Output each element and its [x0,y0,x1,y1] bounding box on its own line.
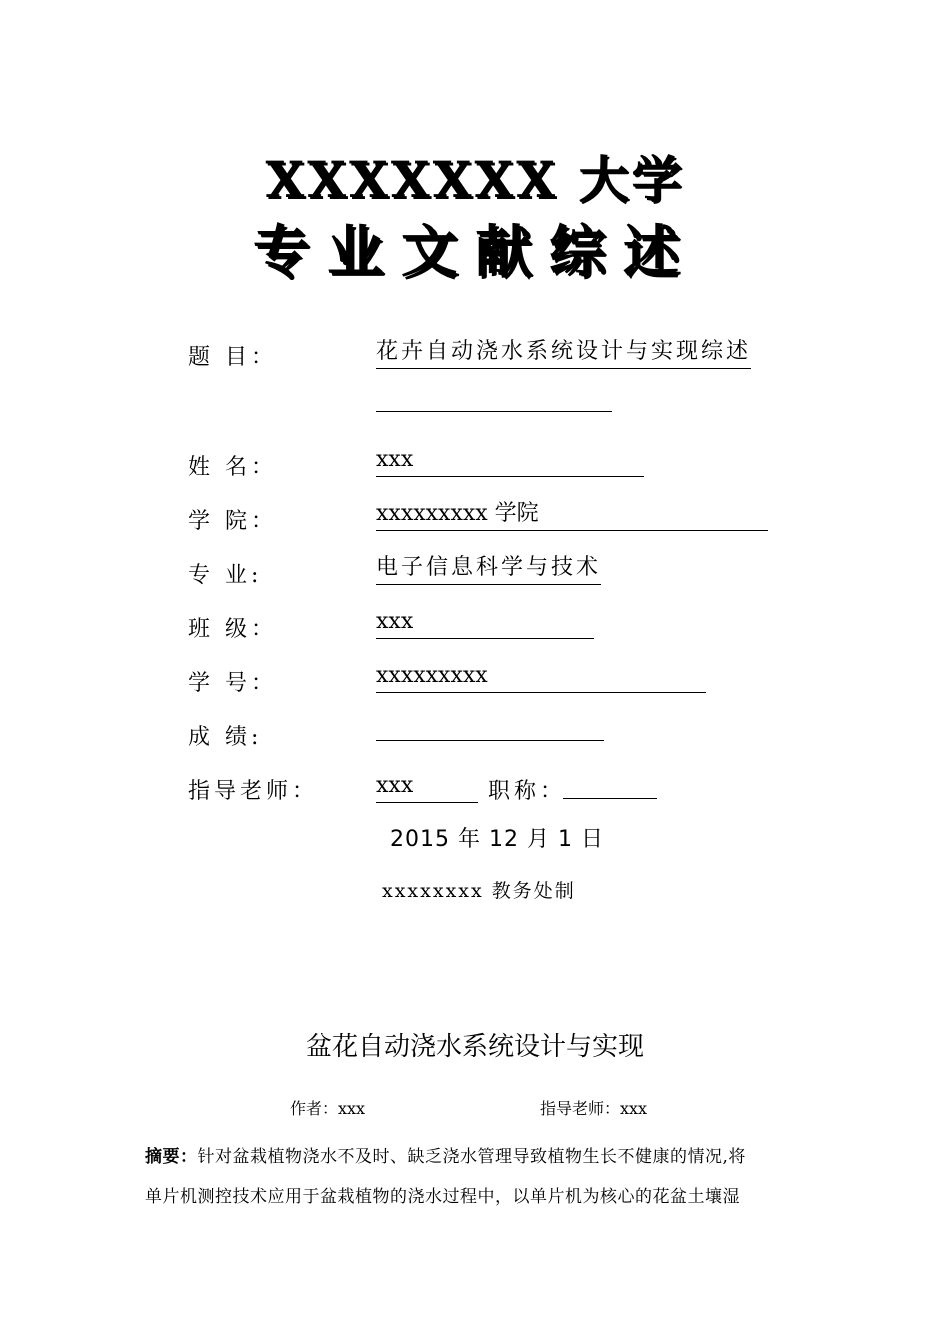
grade-value [376,710,604,741]
review-advisor: 指导老师：xxx [540,1099,648,1118]
class-value: xxx [376,608,594,639]
name-label: 姓 名： [188,455,277,480]
topic-value: 花卉自动浇水系统设计与实现综述 [376,338,751,369]
name-value: xxx [376,446,644,477]
document-title: 专业文献综述 [253,219,697,285]
abstract-label: 摘要： [145,1147,198,1167]
grade-label: 成 绩: [188,725,263,750]
review-author: 作者：xxx [290,1099,366,1118]
class-label: 班 级： [188,617,277,642]
abstract-line-1 [145,1142,810,1167]
student-id-label: 学 号： [188,671,277,696]
advisor-title-label: 职称： [488,779,567,804]
advisor-label: 指导老师： [188,779,319,804]
student-id-value: xxxxxxxxx [376,662,706,693]
advisor-value: xxx [376,772,478,803]
review-title: 盆花自动浇水系统设计与实现 [305,1032,644,1062]
university-name: XXXXXXX 大学 [265,150,685,209]
college-value: xxxxxxxxx 学院 [376,500,768,531]
major-label: 专 业: [188,563,263,588]
abstract-text-1: 针对盆栽植物浇水不及时、缺乏浇水管理导致植物生长不健康的情况,将 [197,1147,746,1167]
cover-date: 2015 年 12 月 1 日 [390,827,604,852]
topic-continuation-line [376,410,612,412]
topic-label: 题 目： [188,345,277,370]
college-label: 学 院： [188,509,277,534]
advisor-title-value [563,768,657,799]
issuer-office: xxxxxxxx 教务处制 [382,880,576,902]
abstract-line-2: 单片机测控技术应用于盆栽植物的浇水过程中，以单片机为核心的花盆土壤湿 [145,1187,740,1207]
major-value: 电子信息科学与技术 [376,554,601,585]
